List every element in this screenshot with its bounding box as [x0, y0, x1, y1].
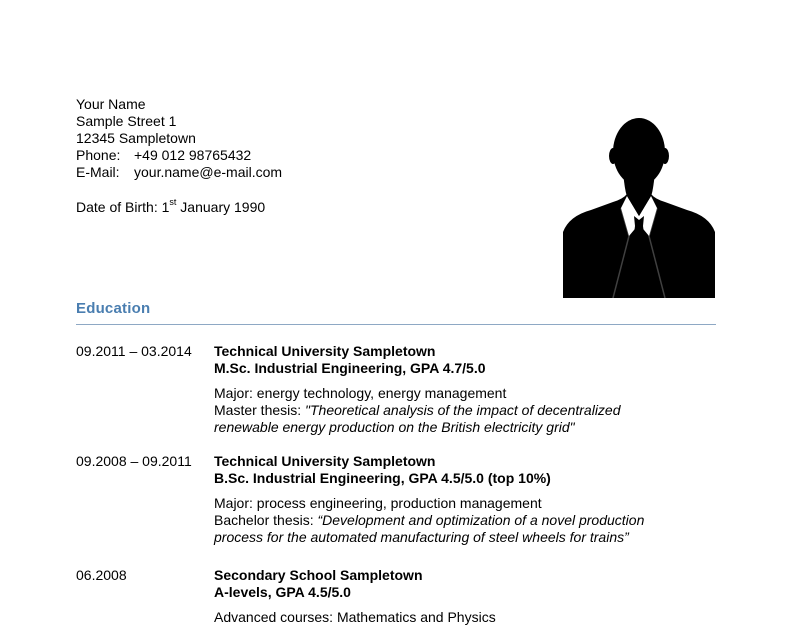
phone-label: Phone: [76, 147, 121, 163]
contact-email [76, 164, 282, 181]
entry-date: 09.2008 – 09.2011 [76, 453, 192, 469]
entry-courses: Advanced courses: Mathematics and Physics [214, 609, 496, 625]
section-title-education: Education [76, 300, 151, 317]
entry-date: 06.2008 [76, 567, 127, 583]
email-label: E-Mail: [76, 164, 120, 180]
dob-prefix: Date of Birth: 1 [76, 199, 170, 215]
contact-street: Sample Street 1 [76, 113, 177, 129]
thesis-title: “Development and optimization of a novel production [317, 512, 645, 528]
entry-major: Major: process engineering, production management [214, 495, 542, 511]
entry-body [214, 453, 734, 546]
thesis-title: "Theoretical analysis of the impact of decentralized [305, 402, 621, 418]
contact-name: Your Name [76, 96, 146, 112]
thesis-label: Master thesis: [214, 402, 306, 418]
entry-degree: B.Sc. Industrial Engineering, GPA 4.5/5.0 (top 10%) [214, 470, 551, 486]
entry-school: Technical University Sampletown [214, 343, 436, 359]
date-of-birth [76, 199, 265, 216]
entry-thesis [214, 512, 734, 529]
thesis-title-cont: process for the automated manufacturing of steel wheels for trains” [214, 529, 629, 545]
person-silhouette-icon [563, 112, 715, 298]
entry-major: Major: energy technology, energy management [214, 385, 507, 401]
entry-degree: A-levels, GPA 4.5/5.0 [214, 584, 351, 600]
contact-city: 12345 Sampletown [76, 130, 196, 146]
contact-phone [76, 147, 282, 164]
entry-date: 09.2011 – 03.2014 [76, 343, 192, 359]
thesis-label: Bachelor thesis: [214, 512, 318, 528]
entry-thesis [214, 402, 734, 419]
entry-body [214, 343, 734, 436]
entry-school: Secondary School Sampletown [214, 567, 423, 583]
section-divider [76, 324, 716, 325]
entry-body [214, 567, 734, 626]
entry-school: Technical University Sampletown [214, 453, 436, 469]
dob-ordinal: st [169, 197, 177, 208]
phone-value: +49 012 98765432 [134, 147, 252, 163]
email-value: your.name@e-mail.com [134, 164, 283, 180]
contact-block [76, 96, 282, 181]
entry-degree: M.Sc. Industrial Engineering, GPA 4.7/5.0 [214, 360, 486, 376]
dob-suffix: January 1990 [176, 199, 266, 215]
thesis-title-cont: renewable energy production on the British electricity grid" [214, 419, 575, 435]
